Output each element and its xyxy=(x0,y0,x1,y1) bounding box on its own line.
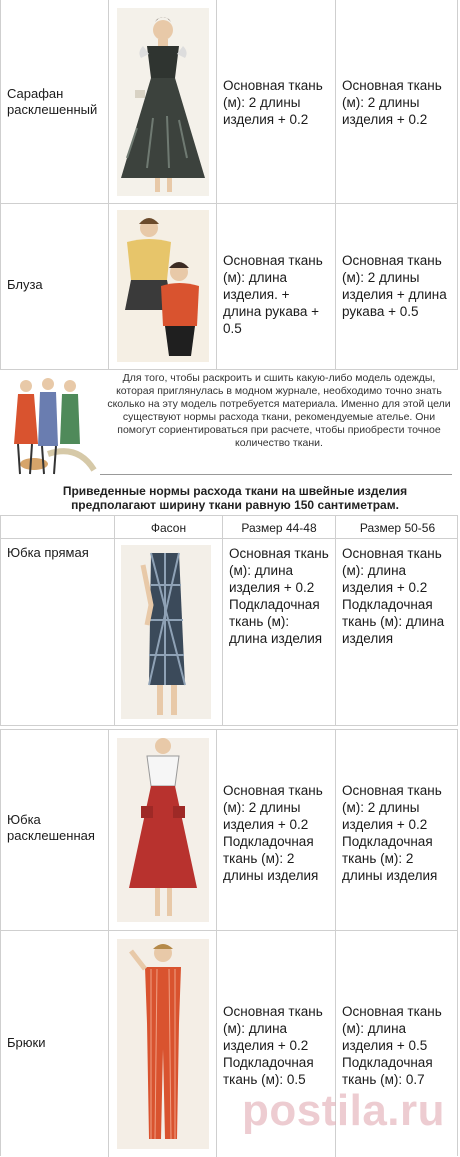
norm-size-50-56: Основная ткань (м): 2 длины изделия + длина рукава + 0.5 xyxy=(342,253,447,319)
garment-name: Юбка прямая xyxy=(7,545,89,560)
table-row xyxy=(1,730,457,930)
sarafan-illustration xyxy=(117,8,209,196)
garment-name: Сарафан расклешенный xyxy=(7,86,98,117)
flared-skirt-illustration xyxy=(117,738,209,922)
table-row xyxy=(1,0,457,203)
norm-size-50-56: Основная ткань (м): 2 длины изделия + 0.2 Подкладочная ткань (м): 2 длины изделия xyxy=(342,783,442,883)
table-sarafan-blouse xyxy=(0,0,458,370)
norm-size-44-48: Основная ткань (м): длина изделия. + длина рукава + 0.5 xyxy=(223,253,323,336)
divider xyxy=(100,474,452,475)
fashion-figures-illustration xyxy=(8,374,100,480)
norm-size-44-48: Основная ткань (м): длина изделия + 0.2 Подкладочная ткань (м): длина изделия xyxy=(229,546,329,646)
norm-size-50-56: Основная ткань (м): длина изделия + 0.2 Подкладочная ткань (м): длина изделия xyxy=(342,546,445,646)
fabric-width-note: Приведенные нормы расхода ткани на швейные изделия предполагают ширину ткани равную 150 сантиметрам. xyxy=(62,484,408,512)
table-row xyxy=(1,203,457,370)
column-header-size-44-48: Размер 44-48 xyxy=(241,521,317,535)
trousers-illustration xyxy=(117,939,209,1149)
straight-skirt-illustration xyxy=(121,545,211,719)
blouse-illustration xyxy=(117,210,209,362)
norm-size-50-56: Основная ткань (м): 2 длины изделия + 0.2 xyxy=(342,78,442,127)
garment-name: Юбка расклешенная xyxy=(7,812,95,843)
column-header-style: Фасон xyxy=(150,521,187,535)
norm-size-44-48: Основная ткань (м): 2 длины изделия + 0.2 xyxy=(223,78,323,127)
watermark: postila.ru xyxy=(242,1086,446,1135)
table-straight-skirt xyxy=(0,515,458,726)
garment-name: Брюки xyxy=(7,1035,46,1050)
intro-paragraph: Для того, чтобы раскроить и сшить какую-либо модель одежды, которая приглянулась в модном журнале, необходимо точно знать сколько на эту модель потребуется материала. Именно для этой цели существуют нормы расхода ткани, рекомендуемые ателье. Они помогут сориентироваться при расчете, чтобы приобрести точное количество ткани. xyxy=(107,372,451,449)
table-row xyxy=(1,538,457,725)
norm-size-50-56: Основная ткань (м): длина изделия + 0.5 Подкладочная ткань (м): 0.7 xyxy=(342,1004,442,1087)
column-header-size-50-56: Размер 50-56 xyxy=(359,521,436,535)
norm-size-44-48: Основная ткань (м): длина изделия + 0.2 Подкладочная ткань (м): 0.5 xyxy=(223,1004,323,1087)
norm-size-44-48: Основная ткань (м): 2 длины изделия + 0.2 Подкладочная ткань (м): 2 длины изделия xyxy=(223,783,323,883)
garment-name: Блуза xyxy=(7,277,43,292)
table-header-row xyxy=(1,516,457,538)
